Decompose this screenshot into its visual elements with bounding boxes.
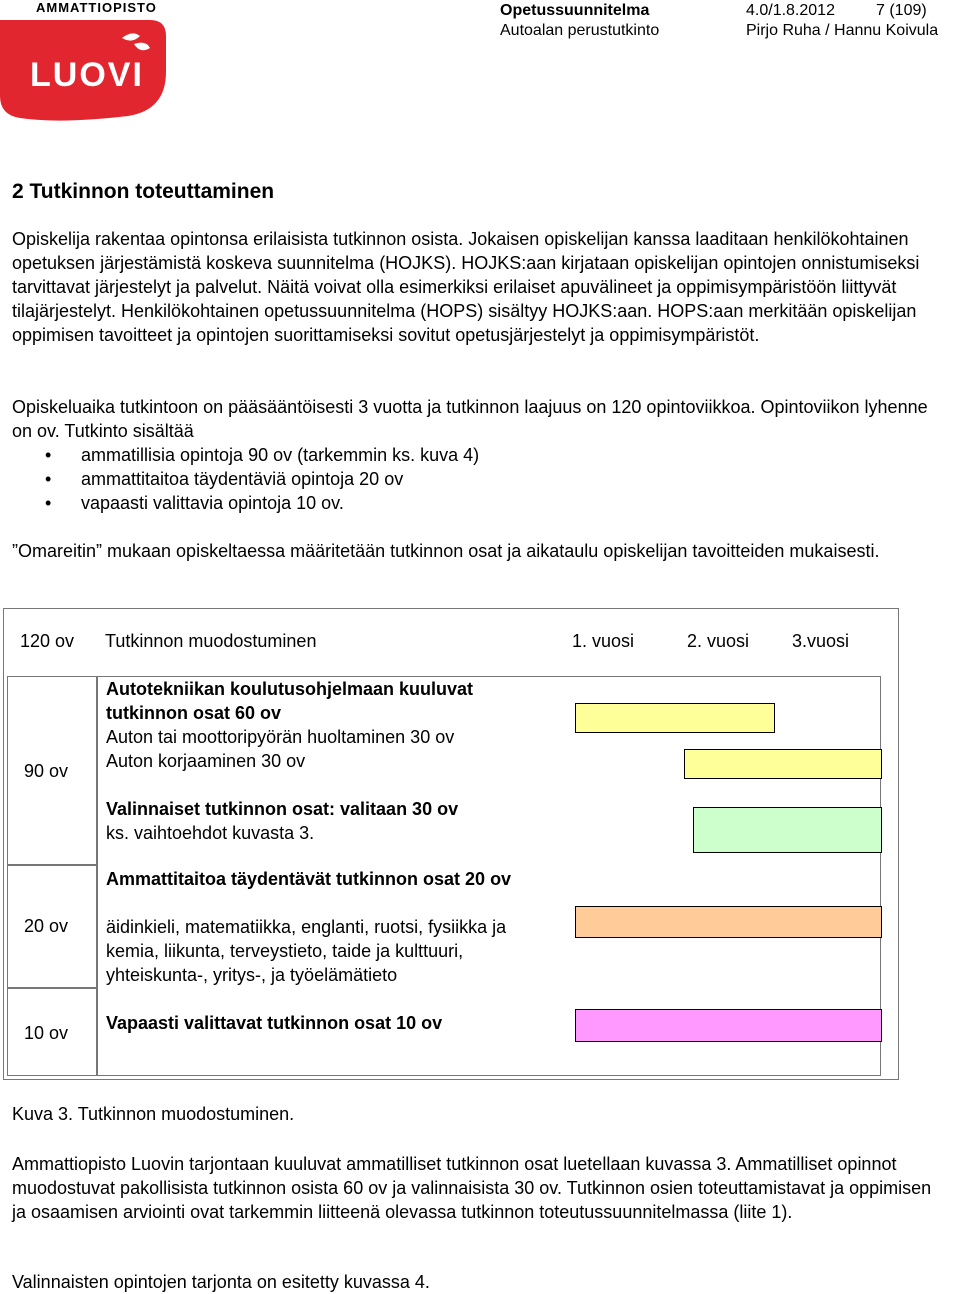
row-90-line-1: Auton tai moottoripyörän huoltaminen 30 ov [106,727,455,747]
bar-supplementary [575,906,882,938]
luovi-logo [0,0,168,122]
year-1-label: 1. vuosi [572,631,635,651]
ov-cell-20 [7,865,97,988]
bar-mandatory-year1 [575,703,775,733]
row-10-heading: Vapaasti valittavat tutkinnon osat 10 ov [106,1013,443,1033]
year-3-label: 3.vuosi [792,631,850,651]
year-2-label: 2. vuosi [687,631,750,651]
figure-total-label: 120 ov [20,631,75,651]
paragraph-hojks: Opiskelija rakentaa opintonsa erilaisista tutkinnon osista. Jokaisen opiskelijan kanssa laaditaan henkilökohtainen opetuksen järjestämistä koskeva suunnitelma (HOJKS). HOJKS:aan kirjataan opiskelijan opintojen onnistumiseksi tarvittavat järjestelyt ja palvelut. Näitä voivat olla esimerkiksi erilaiset apuvälineet ja oppimisympäristöön liittyvät tilajärjestelyt. Henkilökohtainen opetussuunnitelma (HOPS) sisältyy HOJKS:aan. HOPS:aan merkitään opiskelijan oppimisen tavoitteet ja opintojen suorittamiseksi sovitut opetusjärjestelyt ja oppimisympäristöt. [12,229,920,345]
logo-brand-text: AMMATTIOPISTO [36,0,157,15]
paragraph-omareitti: ”Omareitin” mukaan opiskeltaessa määritetään tutkinnon osat ja aikataulu opiskelijan tavoitteiden mukaisesti. [12,541,880,561]
row-10-label: 10 ov [24,1023,69,1043]
document-authors: Pirjo Ruha / Hannu Koivula [746,22,939,39]
study-composition-list [12,443,479,515]
row-90-heading-2: Valinnaiset tutkinnon osat: valitaan 30 ov [106,799,459,819]
figure-title: Tutkinnon muodostuminen [105,631,317,651]
row-20-label: 20 ov [24,916,69,936]
list-item: • ammattitaitoa täydentäviä opintoja 20 ov [12,467,479,491]
list-item: • ammatillisia opintoja 90 ov (tarkemmin ks. kuva 4) [12,443,479,467]
row-90-line-2: Auton korjaaminen 30 ov [106,751,306,771]
ov-cell-90 [7,676,97,865]
row-90-line-3: ks. vaihtoehdot kuvasta 3. [106,823,315,843]
svg-text:LUOVI: LUOVI [30,56,144,94]
page-number: 7 (109) [876,2,927,19]
content-cell [97,676,881,1076]
degree-composition-figure [3,608,899,1080]
row-90-heading: Autotekniikan koulutusohjelmaan kuuluvat tutkinnon osat 60 ov [106,679,474,723]
paragraph-electives: Valinnaisten opintojen tarjonta on esitetty kuvassa 4. [12,1272,430,1292]
paragraph-study-time: Opiskeluaika tutkintoon on pääsääntöisesti 3 vuotta ja tutkinnon laajuus on 120 opintoviikkoa. Opintoviikon lyhenne on ov. Tutkinto sisältää [12,397,928,441]
document-version: 4.0/1.8.2012 [746,2,835,19]
paragraph-luovi-offering: Ammattiopisto Luovin tarjontaan kuuluvat ammatilliset tutkinnon osat luetellaan kuvassa 3. Ammatilliset opinnot muodostuvat pakollisista tutkinnon osista 60 ov ja valinnaisista 30 ov. Tutkinnon osien toteuttamistavat ja oppimisen ja osaamisen arviointi ovat tarkemmin liitteenä olevassa tutkinnon toteutussuunnitelmassa (liite 1). [12,1154,932,1222]
row-20-heading: Ammattitaitoa täydentävät tutkinnon osat 20 ov [106,869,512,889]
figure-caption: Kuva 3. Tutkinnon muodostuminen. [12,1104,295,1124]
row-20-text: äidinkieli, matematiikka, englanti, ruotsi, fysiikka ja kemia, liikunta, terveystieto, taide ja kulttuuri, yhteiskunta-, yritys-, ja työelämätieto [106,917,507,985]
bar-free-choice [575,1009,882,1042]
section-heading: 2 Tutkinnon toteuttaminen [12,180,275,203]
list-item: • vapaasti valittavia opintoja 10 ov. [12,491,479,515]
document-subtitle: Autoalan perustutkinto [500,22,660,39]
ov-cell-10 [7,988,97,1076]
document-title: Opetussuunnitelma [500,2,650,19]
bar-elective-professional [693,807,882,853]
row-90-label: 90 ov [24,761,69,781]
bar-mandatory-year2 [684,749,882,779]
